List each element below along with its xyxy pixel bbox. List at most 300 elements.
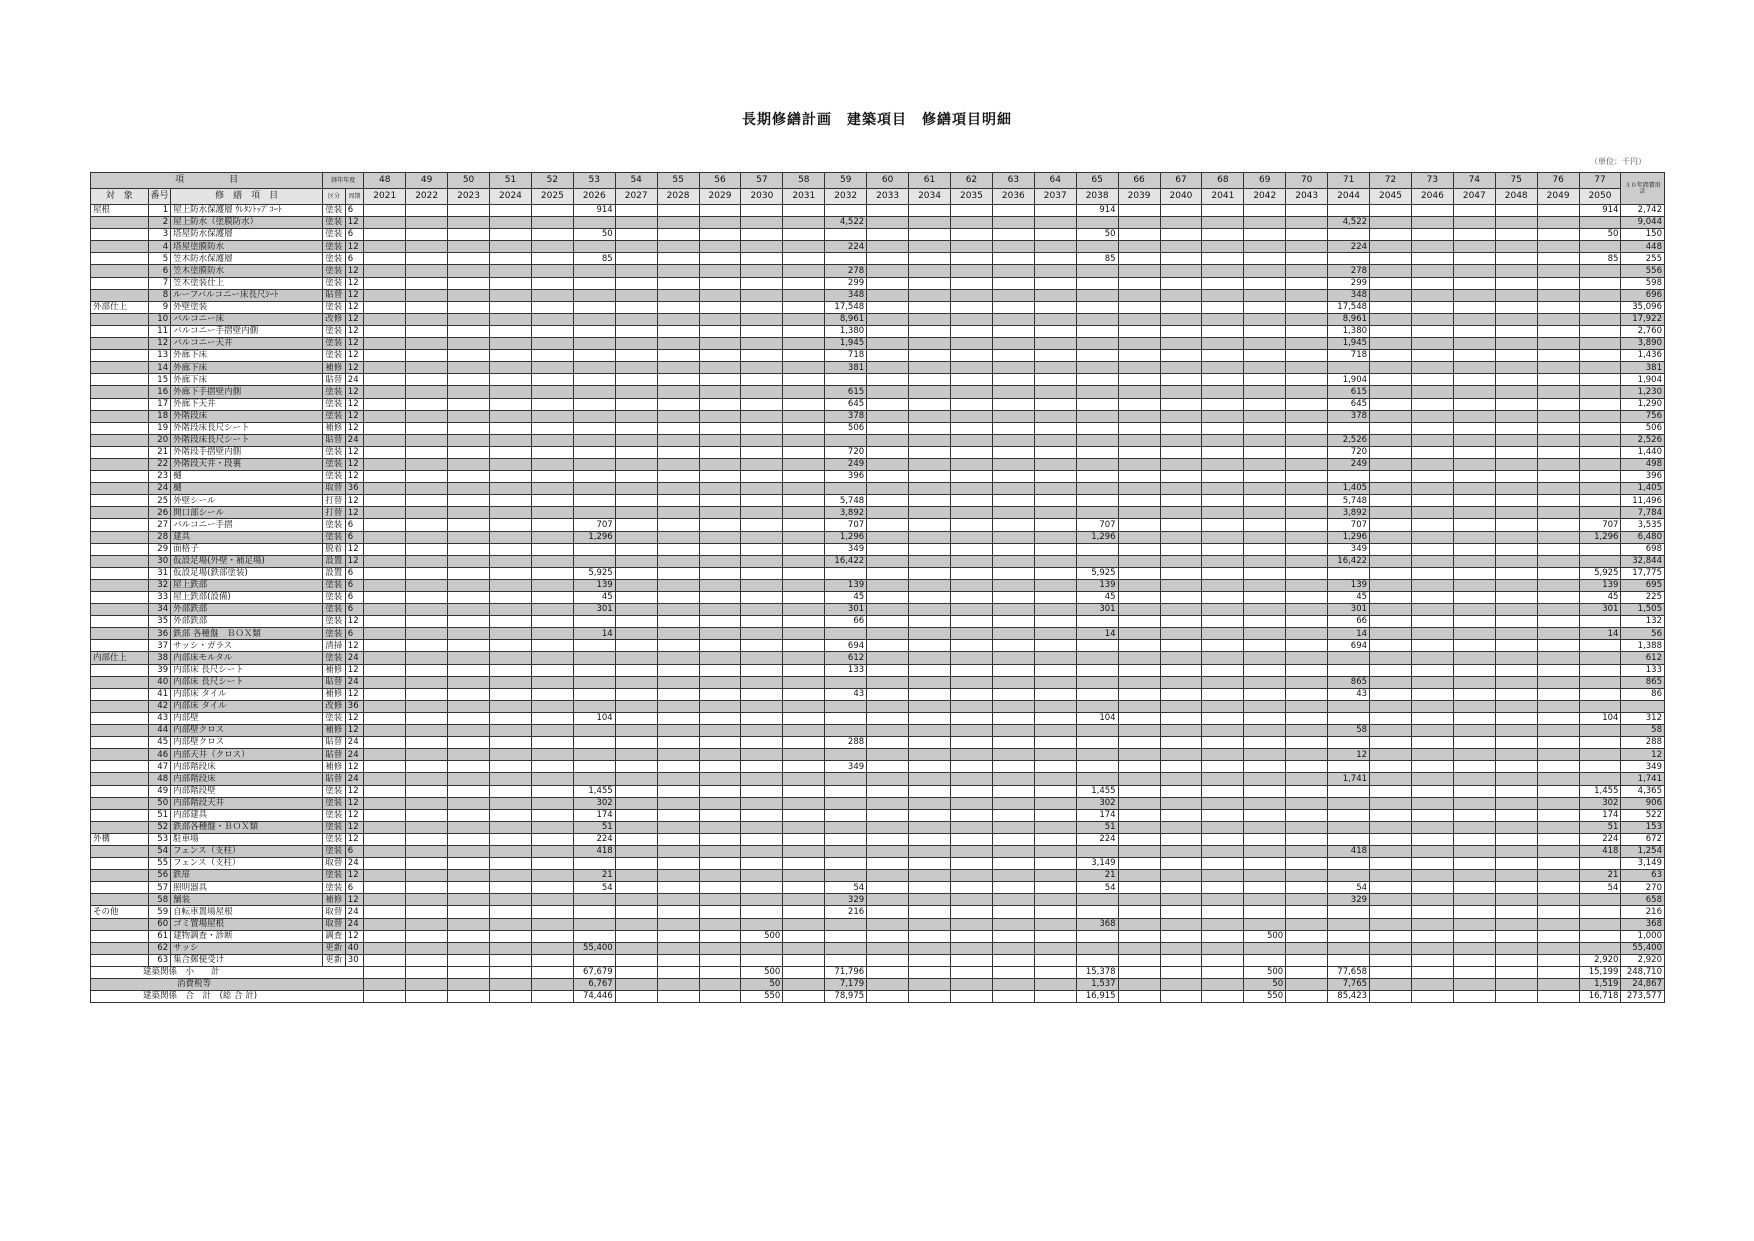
row-cost-cell <box>909 773 951 785</box>
row-cost-cell <box>992 350 1034 362</box>
row-cost-cell: 1,380 <box>825 325 867 337</box>
row-cost-cell <box>615 725 657 737</box>
row-cost-cell <box>490 809 532 821</box>
header-number: 番号 <box>148 189 171 205</box>
row-cost-cell <box>1537 761 1579 773</box>
row-cost-cell <box>1286 882 1328 894</box>
row-cost-cell <box>1076 507 1118 519</box>
row-cost-cell <box>1202 543 1244 555</box>
summary-cost-cell <box>950 966 992 978</box>
row-number: 14 <box>148 362 171 374</box>
row-cost-cell <box>741 604 783 616</box>
row-cost-cell <box>1118 543 1160 555</box>
row-cost-cell <box>573 749 615 761</box>
row-cost-cell: 348 <box>825 289 867 301</box>
row-cost-cell <box>950 761 992 773</box>
row-cost-cell: 1,296 <box>1579 531 1621 543</box>
row-cost-cell <box>783 362 825 374</box>
row-cost-cell <box>699 604 741 616</box>
row-cost-cell <box>699 809 741 821</box>
summary-cost-cell: 550 <box>741 991 783 1003</box>
row-number: 57 <box>148 882 171 894</box>
row-cost-cell <box>1034 604 1076 616</box>
header-year-2026: 2026 <box>573 189 615 205</box>
row-item-name: 面格子 <box>171 543 323 555</box>
row-cost-cell <box>531 422 573 434</box>
row-cost-cell <box>699 592 741 604</box>
row-cost-cell <box>406 374 448 386</box>
row-cost-cell <box>1076 543 1118 555</box>
table-row <box>91 845 1665 857</box>
row-cost-cell <box>1202 265 1244 277</box>
row-cost-cell <box>1118 894 1160 906</box>
row-cost-cell <box>1411 301 1453 313</box>
row-cost-cell <box>699 507 741 519</box>
row-cost-cell <box>741 785 783 797</box>
row-cost-cell <box>1370 422 1412 434</box>
row-cost-cell <box>364 906 406 918</box>
row-number: 31 <box>148 567 171 579</box>
row-cost-cell <box>657 906 699 918</box>
row-cost-cell: 1,945 <box>825 338 867 350</box>
row-cost-cell <box>364 579 406 591</box>
row-item-name: 外壁シール <box>171 495 323 507</box>
row-cost-cell <box>1495 567 1537 579</box>
row-cost-cell <box>1118 797 1160 809</box>
row-cost-cell <box>1370 604 1412 616</box>
row-cost-cell: 418 <box>1579 845 1621 857</box>
row-cost-cell: 14 <box>1328 628 1370 640</box>
row-cost-cell <box>364 845 406 857</box>
row-cost-cell <box>950 313 992 325</box>
row-cost-cell <box>364 519 406 531</box>
summary-cost-cell: 67,679 <box>573 966 615 978</box>
table-row <box>91 495 1665 507</box>
row-cycle: 6 <box>345 519 364 531</box>
row-cost-cell <box>1118 386 1160 398</box>
row-cost-cell <box>1453 737 1495 749</box>
row-cost-cell <box>1244 555 1286 567</box>
summary-cost-cell <box>1118 979 1160 991</box>
row-cost-cell <box>531 652 573 664</box>
row-cost-cell <box>490 265 532 277</box>
summary-cost-cell: 74,446 <box>573 991 615 1003</box>
row-cost-cell <box>1411 495 1453 507</box>
row-cost-cell <box>1537 229 1579 241</box>
row-cost-cell <box>867 725 909 737</box>
row-cost-cell <box>1370 374 1412 386</box>
row-item-name: 内部床 タイル <box>171 688 323 700</box>
summary-cost-cell <box>1286 979 1328 991</box>
row-cost-cell <box>992 325 1034 337</box>
row-cost-cell <box>1202 422 1244 434</box>
row-cost-cell <box>1537 894 1579 906</box>
row-cost-cell <box>909 350 951 362</box>
row-cost-cell <box>448 495 490 507</box>
table-row <box>91 410 1665 422</box>
row-kubun: 補修 <box>323 688 346 700</box>
row-kubun: 塗装 <box>323 797 346 809</box>
row-cost-cell <box>531 882 573 894</box>
row-cost-cell <box>1286 325 1328 337</box>
row-cost-cell <box>1160 543 1202 555</box>
summary-cost-cell <box>1202 991 1244 1003</box>
row-cost-cell <box>699 664 741 676</box>
row-number: 6 <box>148 265 171 277</box>
row-cost-cell <box>1370 519 1412 531</box>
header-year-2032: 2032 <box>825 189 867 205</box>
row-cost-cell <box>406 845 448 857</box>
row-cost-cell <box>867 217 909 229</box>
row-cost-cell <box>364 277 406 289</box>
row-cost-cell <box>1160 374 1202 386</box>
row-cost-cell <box>1286 338 1328 350</box>
row-number: 4 <box>148 241 171 253</box>
row-cost-cell <box>1370 918 1412 930</box>
row-cost-cell <box>531 918 573 930</box>
row-item-name: バルコニー手摺 <box>171 519 323 531</box>
row-number: 1 <box>148 205 171 217</box>
row-cost-cell <box>1411 725 1453 737</box>
row-cost-cell <box>1076 217 1118 229</box>
row-cost-cell <box>615 918 657 930</box>
row-cost-cell <box>741 483 783 495</box>
row-cost-cell: 348 <box>1328 289 1370 301</box>
row-cost-cell <box>490 446 532 458</box>
row-cost-cell <box>867 434 909 446</box>
row-cost-cell <box>825 676 867 688</box>
row-cost-cell <box>657 797 699 809</box>
row-cost-cell: 45 <box>825 592 867 604</box>
row-total: 270 <box>1621 882 1665 894</box>
row-cost-cell <box>1370 737 1412 749</box>
row-cost-cell <box>741 277 783 289</box>
row-number: 39 <box>148 664 171 676</box>
row-cost-cell <box>1034 809 1076 821</box>
row-cost-cell <box>1286 773 1328 785</box>
row-cost-cell <box>1537 217 1579 229</box>
row-cycle: 12 <box>345 350 364 362</box>
row-cost-cell <box>1453 954 1495 966</box>
table-row <box>91 362 1665 374</box>
row-cost-cell <box>490 676 532 688</box>
row-cost-cell <box>448 725 490 737</box>
row-cost-cell <box>867 483 909 495</box>
row-cost-cell <box>992 688 1034 700</box>
row-cycle: 12 <box>345 640 364 652</box>
row-cost-cell <box>741 737 783 749</box>
row-total: 1,290 <box>1621 398 1665 410</box>
row-cost-cell: 16,422 <box>1328 555 1370 567</box>
row-kubun: 塗装 <box>323 652 346 664</box>
row-cost-cell <box>1328 797 1370 809</box>
summary-label: 消費税等 <box>91 979 364 991</box>
row-cost-cell <box>448 809 490 821</box>
row-cost-cell <box>657 531 699 543</box>
summary-cost-cell <box>783 966 825 978</box>
row-cost-cell: 3,149 <box>1076 858 1118 870</box>
row-cost-cell <box>657 785 699 797</box>
row-cost-cell <box>531 737 573 749</box>
row-cost-cell <box>699 882 741 894</box>
row-item-name: 外廊下手摺壁内側 <box>171 386 323 398</box>
row-cost-cell <box>867 241 909 253</box>
row-cost-cell <box>531 809 573 821</box>
row-cycle: 24 <box>345 749 364 761</box>
row-cost-cell <box>1453 785 1495 797</box>
row-cost-cell <box>1453 471 1495 483</box>
row-cost-cell <box>657 350 699 362</box>
row-cost-cell <box>699 229 741 241</box>
row-item-name: 屋上防水保護層 ｳﾚﾀﾝﾄｯﾌﾟｺｰﾄ <box>171 205 323 217</box>
row-cost-cell <box>1244 519 1286 531</box>
row-item-name: フェンス（支柱） <box>171 845 323 857</box>
row-kubun: 塗装 <box>323 845 346 857</box>
summary-cost-cell: 78,975 <box>825 991 867 1003</box>
row-total: 63 <box>1621 870 1665 882</box>
row-cost-cell <box>490 616 532 628</box>
row-cost-cell: 1,380 <box>1328 325 1370 337</box>
row-cost-cell <box>615 325 657 337</box>
row-cost-cell <box>699 749 741 761</box>
row-cost-cell <box>867 797 909 809</box>
row-cost-cell <box>867 773 909 785</box>
table-row <box>91 821 1665 833</box>
row-cost-cell <box>490 205 532 217</box>
row-cost-cell <box>1202 942 1244 954</box>
row-item-name: 外廊下天井 <box>171 398 323 410</box>
row-cycle: 12 <box>345 688 364 700</box>
row-cost-cell <box>699 422 741 434</box>
row-cost-cell <box>1286 398 1328 410</box>
row-cost-cell <box>699 688 741 700</box>
row-cost-cell <box>741 688 783 700</box>
row-cost-cell <box>615 845 657 857</box>
header-age-76: 76 <box>1537 173 1579 189</box>
summary-row <box>91 966 1665 978</box>
row-cost-cell <box>406 809 448 821</box>
row-cost-cell <box>867 833 909 845</box>
row-cost-cell <box>448 325 490 337</box>
row-cost-cell: 14 <box>573 628 615 640</box>
row-cost-cell <box>867 543 909 555</box>
row-cost-cell: 85 <box>1579 253 1621 265</box>
row-cost-cell <box>1537 289 1579 301</box>
row-cycle: 12 <box>345 410 364 422</box>
row-cost-cell <box>1411 833 1453 845</box>
row-cost-cell <box>657 567 699 579</box>
row-cost-cell <box>573 277 615 289</box>
summary-cost-cell: 16,915 <box>1076 991 1118 1003</box>
row-cost-cell <box>1244 338 1286 350</box>
row-cost-cell <box>1495 688 1537 700</box>
row-cost-cell <box>741 567 783 579</box>
row-cost-cell <box>1160 471 1202 483</box>
row-category <box>91 785 149 797</box>
row-cost-cell <box>448 785 490 797</box>
header-row-years <box>91 189 1665 205</box>
row-cost-cell <box>1495 761 1537 773</box>
row-cost-cell <box>615 652 657 664</box>
row-cost-cell <box>1495 277 1537 289</box>
row-cost-cell: 50 <box>1579 229 1621 241</box>
row-item-name: 鉄部各種盤・ＢＯＸ類 <box>171 821 323 833</box>
row-cost-cell <box>1034 906 1076 918</box>
row-item-name: 内部階段床 <box>171 761 323 773</box>
row-cost-cell <box>406 338 448 350</box>
row-cost-cell <box>825 942 867 954</box>
row-cost-cell <box>1160 253 1202 265</box>
row-item-name: 仮設足場(外壁・補足場) <box>171 555 323 567</box>
row-cost-cell <box>1286 253 1328 265</box>
row-cost-cell <box>657 954 699 966</box>
row-cost-cell <box>1076 277 1118 289</box>
row-cost-cell: 278 <box>1328 265 1370 277</box>
row-cost-cell <box>1411 918 1453 930</box>
row-item-name: 内部壁 <box>171 712 323 724</box>
row-item-name: 屋上防水（塗膜防水） <box>171 217 323 229</box>
row-cost-cell <box>1034 628 1076 640</box>
row-cost-cell <box>867 930 909 942</box>
row-cost-cell <box>783 434 825 446</box>
row-kubun: 塗装 <box>323 277 346 289</box>
table-row <box>91 664 1665 676</box>
row-item-name: 笠木塗装仕上 <box>171 277 323 289</box>
row-cost-cell <box>490 845 532 857</box>
row-cost-cell <box>1370 362 1412 374</box>
row-cost-cell <box>531 507 573 519</box>
row-cost-cell <box>909 205 951 217</box>
row-cost-cell <box>825 930 867 942</box>
row-cost-cell <box>825 858 867 870</box>
row-cost-cell <box>1202 579 1244 591</box>
row-cost-cell <box>490 531 532 543</box>
row-cost-cell <box>1244 845 1286 857</box>
row-cost-cell <box>1244 398 1286 410</box>
row-cost-cell <box>1202 845 1244 857</box>
row-category <box>91 422 149 434</box>
row-cost-cell <box>1579 555 1621 567</box>
row-cost-cell <box>741 652 783 664</box>
row-cost-cell <box>1579 350 1621 362</box>
row-cost-cell <box>1118 507 1160 519</box>
row-cost-cell <box>1453 579 1495 591</box>
row-cost-cell <box>490 761 532 773</box>
row-cost-cell <box>1495 410 1537 422</box>
row-cost-cell: 349 <box>825 761 867 773</box>
row-cost-cell: 249 <box>1328 458 1370 470</box>
row-kubun: 塗装 <box>323 785 346 797</box>
row-cost-cell <box>1076 640 1118 652</box>
row-cost-cell <box>1537 737 1579 749</box>
row-cost-cell <box>950 604 992 616</box>
row-number: 61 <box>148 930 171 942</box>
row-cost-cell <box>741 664 783 676</box>
row-cycle: 6 <box>345 531 364 543</box>
summary-cost-cell <box>448 991 490 1003</box>
row-category <box>91 362 149 374</box>
row-cost-cell <box>1328 664 1370 676</box>
row-cost-cell <box>1370 458 1412 470</box>
row-cost-cell <box>1076 338 1118 350</box>
row-cost-cell <box>992 422 1034 434</box>
row-cost-cell: 506 <box>825 422 867 434</box>
row-total: 368 <box>1621 918 1665 930</box>
row-cost-cell <box>573 434 615 446</box>
row-cost-cell <box>1579 676 1621 688</box>
row-cost-cell <box>531 894 573 906</box>
row-cost-cell <box>1160 567 1202 579</box>
row-cost-cell <box>1202 241 1244 253</box>
row-cost-cell <box>1244 229 1286 241</box>
row-kubun: 塗装 <box>323 386 346 398</box>
row-cost-cell <box>531 229 573 241</box>
row-kubun: 改修 <box>323 700 346 712</box>
row-category <box>91 845 149 857</box>
row-cost-cell <box>992 458 1034 470</box>
row-cost-cell <box>1453 241 1495 253</box>
row-cost-cell <box>1076 652 1118 664</box>
row-cost-cell <box>615 313 657 325</box>
row-cost-cell <box>657 882 699 894</box>
row-cost-cell: 707 <box>573 519 615 531</box>
row-cost-cell <box>364 434 406 446</box>
summary-cost-cell <box>783 991 825 1003</box>
row-total: 17,775 <box>1621 567 1665 579</box>
row-cost-cell <box>1034 833 1076 845</box>
row-cost-cell <box>1244 592 1286 604</box>
summary-cost-cell <box>615 991 657 1003</box>
row-cost-cell <box>1453 350 1495 362</box>
row-cost-cell <box>1370 325 1412 337</box>
row-cost-cell <box>909 567 951 579</box>
row-cost-cell <box>573 495 615 507</box>
row-cost-cell <box>992 628 1034 640</box>
row-cost-cell <box>1411 217 1453 229</box>
row-cost-cell <box>1286 676 1328 688</box>
row-cost-cell: 139 <box>825 579 867 591</box>
row-cost-cell: 914 <box>1579 205 1621 217</box>
row-cost-cell <box>1286 688 1328 700</box>
row-cost-cell <box>490 749 532 761</box>
row-cost-cell <box>1411 592 1453 604</box>
row-cost-cell <box>448 350 490 362</box>
row-cost-cell <box>448 737 490 749</box>
row-cost-cell <box>531 797 573 809</box>
row-cost-cell <box>1076 906 1118 918</box>
row-item-name: 内部階段壁 <box>171 785 323 797</box>
row-total: 312 <box>1621 712 1665 724</box>
row-cost-cell <box>741 821 783 833</box>
row-cost-cell <box>992 894 1034 906</box>
row-cost-cell <box>1411 882 1453 894</box>
header-item-name: 修 繕 項 目 <box>171 189 323 205</box>
row-cost-cell <box>783 700 825 712</box>
row-cost-cell: 1,405 <box>1328 483 1370 495</box>
table-row <box>91 374 1665 386</box>
row-cost-cell: 694 <box>825 640 867 652</box>
row-cost-cell <box>867 942 909 954</box>
row-cost-cell <box>1034 664 1076 676</box>
row-number: 28 <box>148 531 171 543</box>
row-cost-cell <box>783 422 825 434</box>
row-item-name: 外階段床長尺シート <box>171 422 323 434</box>
row-cost-cell <box>741 906 783 918</box>
row-cost-cell <box>448 845 490 857</box>
row-kubun: 塗装 <box>323 592 346 604</box>
row-cost-cell <box>1579 446 1621 458</box>
row-cost-cell <box>1370 652 1412 664</box>
